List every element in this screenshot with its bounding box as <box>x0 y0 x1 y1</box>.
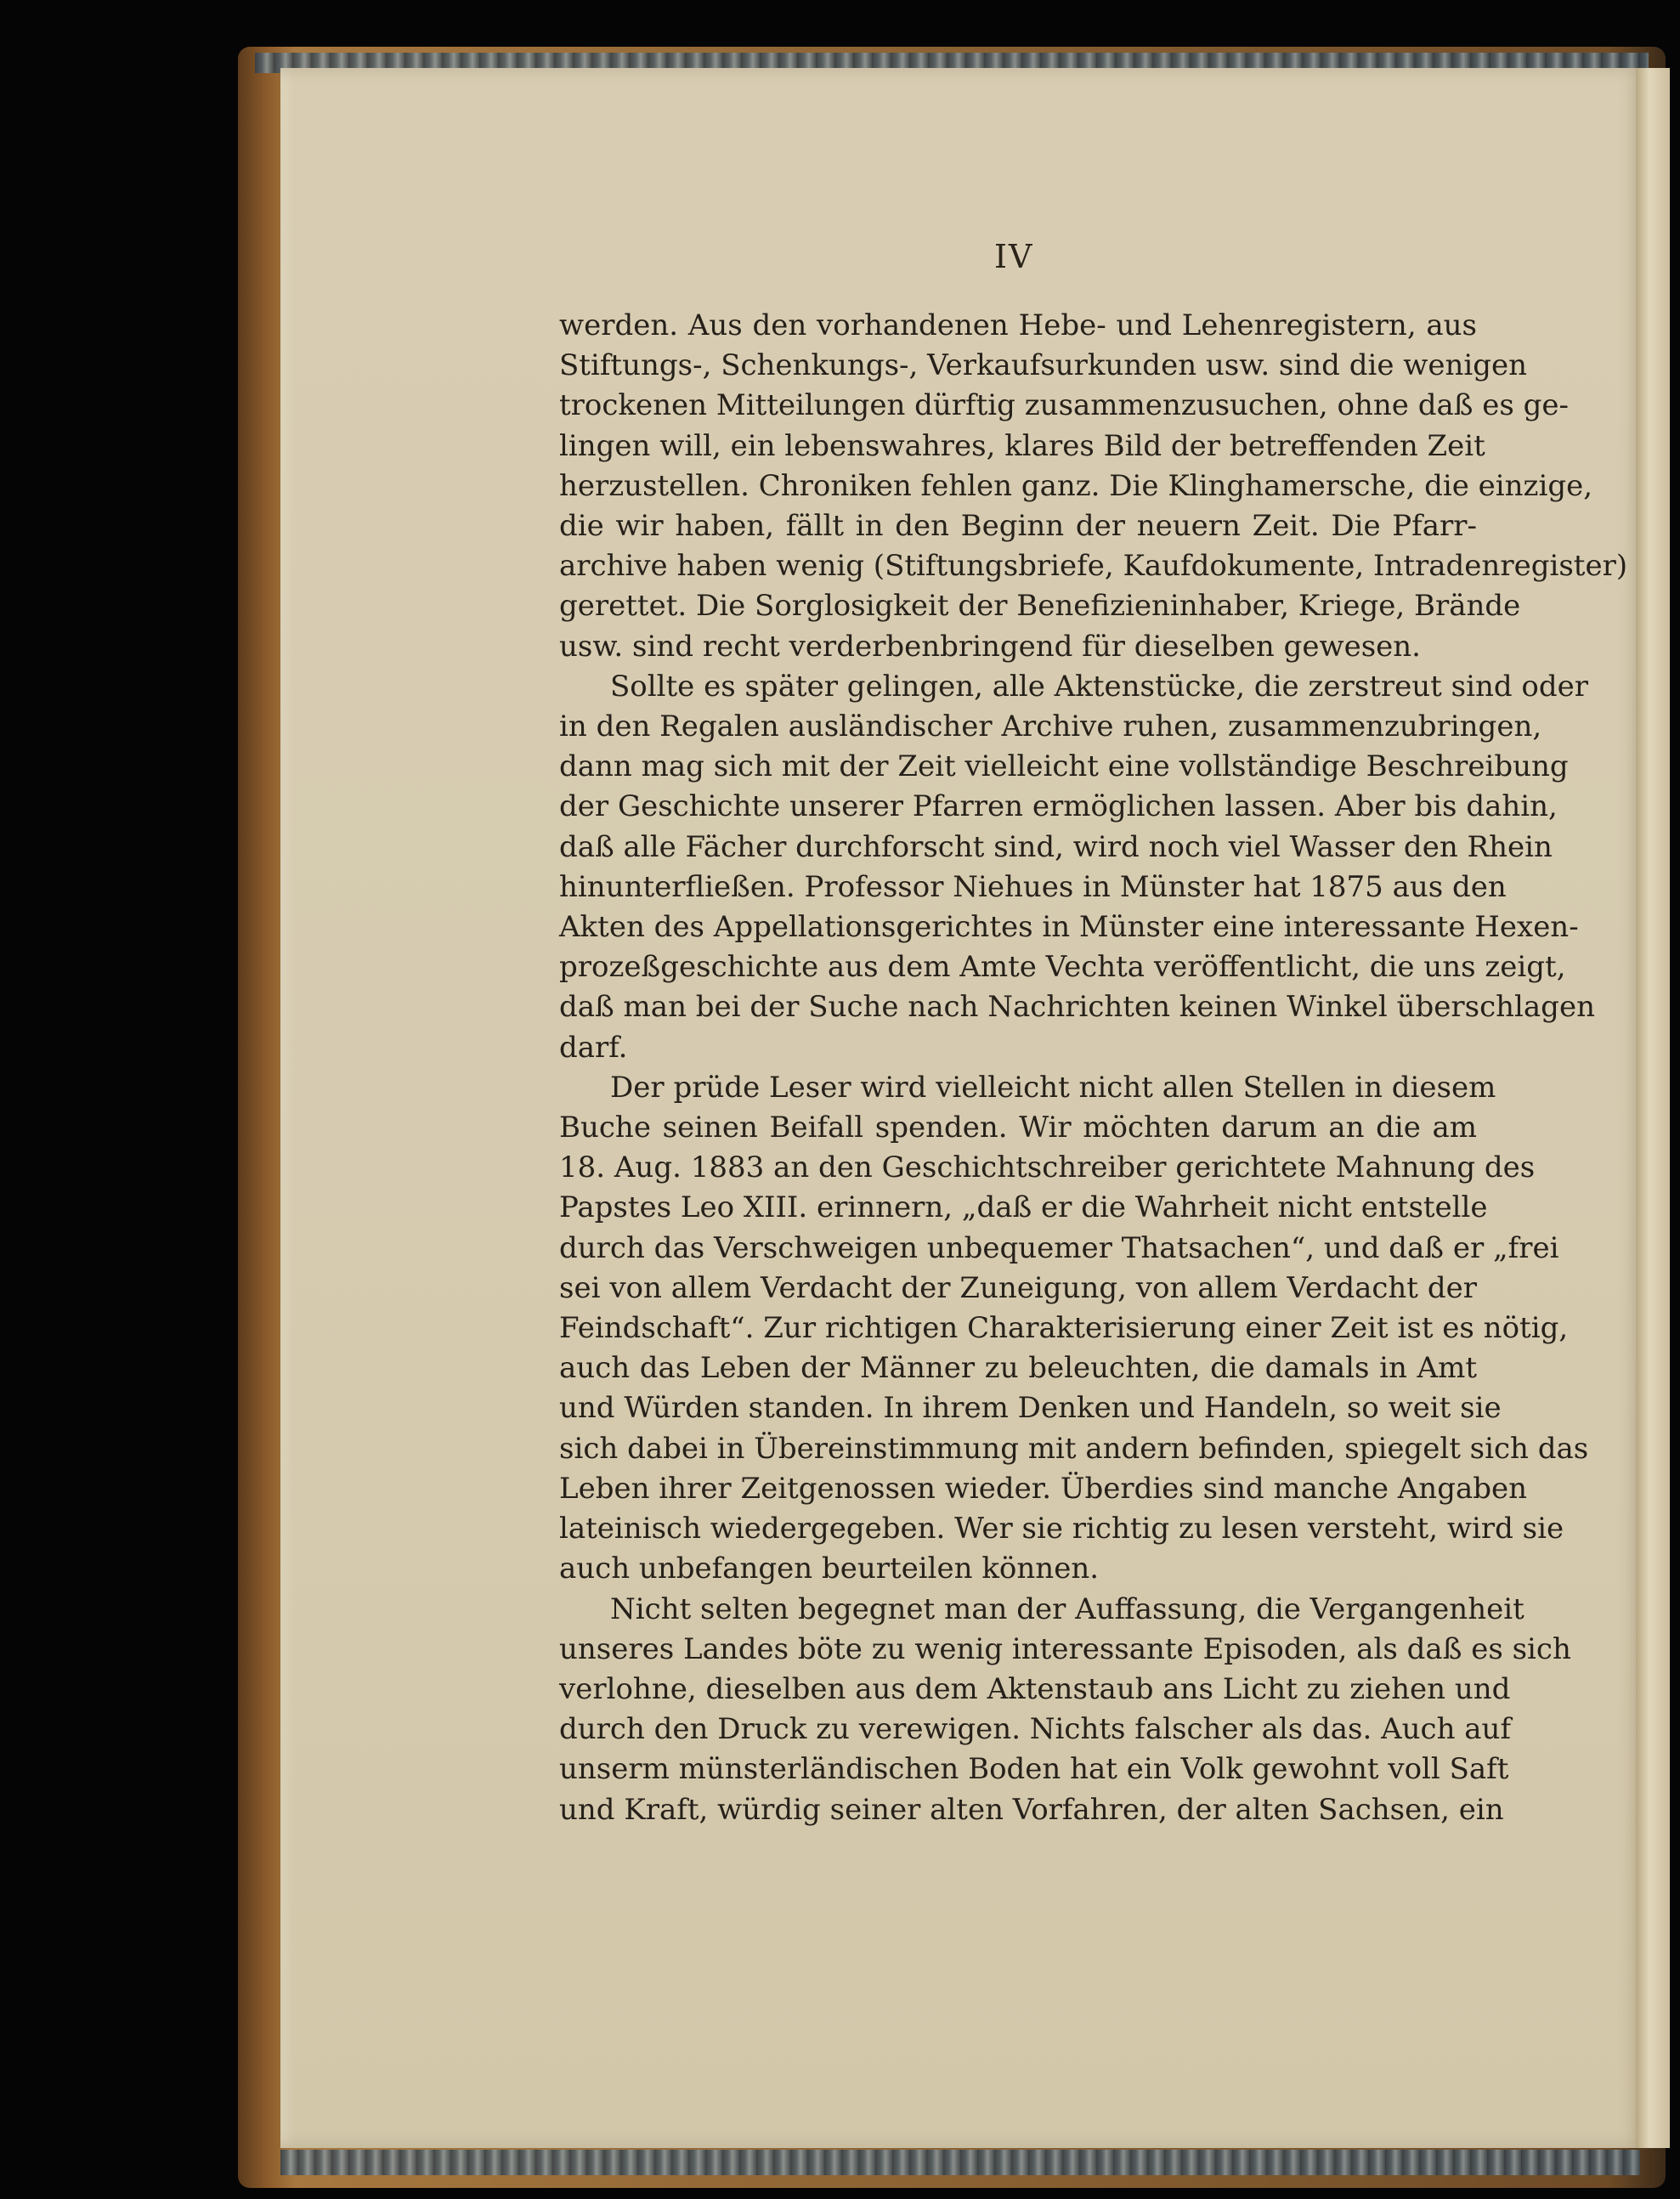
text-line: prozeßgeschichte aus dem Amte Vechta veröffentlicht, die uns zeigt, <box>559 950 1566 985</box>
text-line: dann mag sich mit der Zeit vielleicht eine vollständige Beschreibung <box>559 749 1569 784</box>
text-line: archive haben wenig (Stiftungsbriefe, Kaufdokumente, Intradenregister) <box>559 549 1628 584</box>
text-line: gerettet. Die Sorglosigkeit der Benefizieninhaber, Kriege, Brände <box>559 589 1521 624</box>
text-line: Buche seinen Beifall spenden. Wir möchten darum an die am <box>559 1111 1477 1145</box>
text-line: unserm münsterländischen Boden hat ein Volk gewohnt voll Saft <box>559 1752 1509 1787</box>
text-line: auch unbefangen beurteilen können. <box>559 1552 1100 1586</box>
text-line: 18. Aug. 1883 an den Geschichtschreiber gerichtete Mahnung des <box>559 1150 1536 1185</box>
text-line: Sollte es später gelingen, alle Aktenstücke, die zerstreut sind oder <box>610 669 1589 704</box>
text-line: der Geschichte unserer Pfarren ermöglichen lassen. Aber bis dahin, <box>559 789 1558 824</box>
text-line: trockenen Mitteilungen dürftig zusammenzusuchen, ohne daß es ge- <box>559 388 1570 423</box>
text-line: daß alle Fächer durchforscht sind, wird noch viel Wasser den Rhein <box>559 829 1553 864</box>
text-line: sich dabei in Übereinstimmung mit andern befinden, spiegelt sich das <box>559 1431 1589 1466</box>
text-line: Akten des Appellationsgerichtes in Münster eine interessante Hexen- <box>559 910 1579 945</box>
text-line: werden. Aus den vorhandenen Hebe- und Lehenregistern, aus <box>559 308 1477 342</box>
text-line: die wir haben, fällt in den Beginn der neuern Zeit. Die Pfarr- <box>559 509 1477 544</box>
text-line: verlohne, dieselben aus dem Aktenstaub ans Licht zu ziehen und <box>559 1671 1511 1706</box>
text-line: sei von allem Verdacht der Zuneigung, von allem Verdacht der <box>559 1270 1477 1305</box>
text-line: usw. sind recht verderbenbringend für dieselben gewesen. <box>559 629 1421 664</box>
text-line: Der prüde Leser wird vielleicht nicht allen Stellen in diesem <box>610 1070 1496 1105</box>
text-line: lingen will, ein lebenswahres, klares Bild der betreffenden Zeit <box>559 428 1485 463</box>
text-line: darf. <box>559 1030 628 1065</box>
text-line: Leben ihrer Zeitgenossen wieder. Überdies sind manche Angaben <box>559 1471 1528 1506</box>
text-line: und Kraft, würdig seiner alten Vorfahren, der alten Sachsen, ein <box>559 1792 1504 1827</box>
text-line: und Würden standen. In ihrem Denken und Handeln, so weit sie <box>559 1391 1502 1426</box>
text-line: hinunterfließen. Professor Niehues in Münster hat 1875 aus den <box>559 869 1507 904</box>
text-line: herzustellen. Chroniken fehlen ganz. Die Klinghamersche, die einzige, <box>559 468 1593 503</box>
text-line: Feindschaft“. Zur richtigen Charakterisierung einer Zeit ist es nötig, <box>559 1311 1569 1346</box>
binding-bottom-edge <box>280 2150 1640 2175</box>
page-gutter <box>1636 68 1670 2148</box>
text-line: Nicht selten begegnet man der Auffassung, die Vergangenheit <box>610 1591 1524 1626</box>
text-line: lateinisch wiedergegeben. Wer sie richtig zu lesen versteht, wird sie <box>559 1512 1564 1546</box>
text-line: auch das Leben der Männer zu beleuchten, die damals in Amt <box>559 1351 1477 1386</box>
text-line: unseres Landes böte zu wenig interessante Episoden, als daß es sich <box>559 1631 1571 1666</box>
text-line: in den Regalen ausländischer Archive ruhen, zusammenzubringen, <box>559 709 1542 744</box>
text-line: durch den Druck zu verewigen. Nichts falscher als das. Auch auf <box>559 1712 1512 1747</box>
text-line: Stiftungs-, Schenkungs-, Verkaufsurkunden usw. sind die wenigen <box>559 348 1528 383</box>
body-text <box>559 306 1628 1830</box>
text-line: Papstes Leo XIII. erinnern, „daß er die Wahrheit nicht entstelle <box>559 1190 1488 1225</box>
text-line: daß man bei der Suche nach Nachrichten keinen Winkel überschlagen <box>559 990 1595 1025</box>
text-line: durch das Verschweigen unbequemer Thatsachen“, und daß er „frei <box>559 1230 1559 1265</box>
page-number: IV <box>994 238 1034 275</box>
